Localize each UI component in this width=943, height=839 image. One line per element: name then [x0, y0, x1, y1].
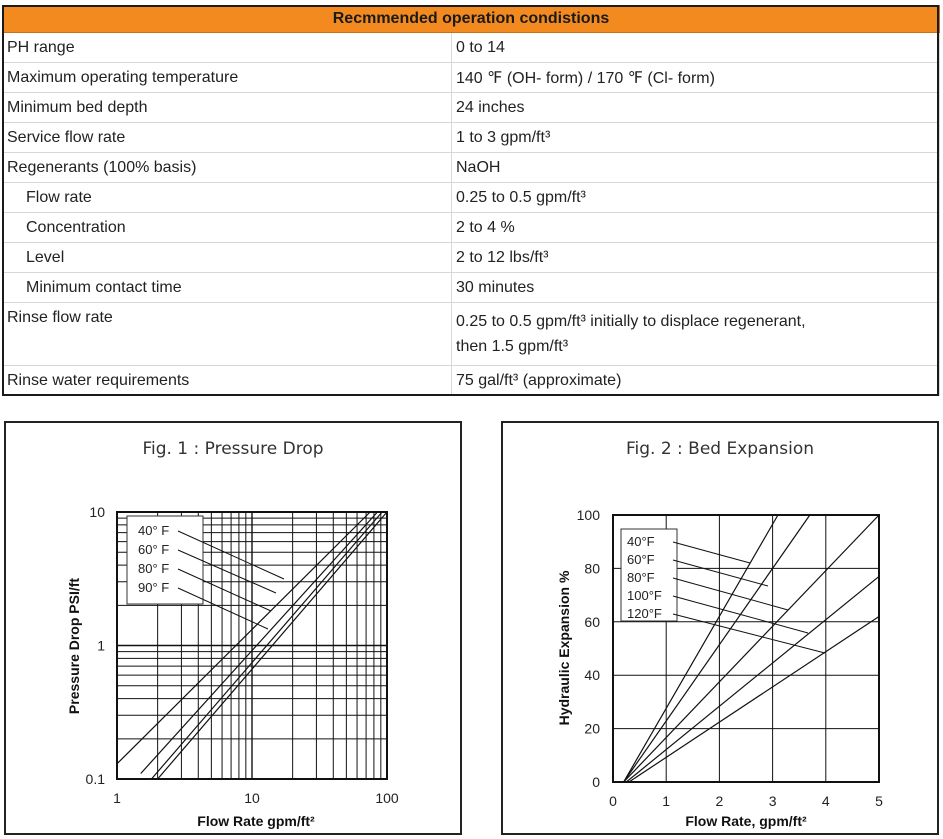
legend-pointer — [673, 578, 788, 610]
table-row — [3, 183, 940, 213]
x-tick-label: 4 — [821, 793, 830, 809]
row-value: 2 to 12 lbs/ft³ — [452, 243, 940, 273]
legend-pointer — [178, 588, 268, 629]
row-value: 30 minutes — [452, 273, 940, 303]
x-axis-label: Flow Rate gpm/ft² — [197, 813, 315, 829]
x-tick-label: 5 — [875, 793, 883, 809]
table-row — [3, 123, 940, 153]
y-tick-label: 80 — [584, 560, 600, 577]
x-tick-label: 2 — [715, 793, 724, 809]
legend-label: 40°F — [627, 534, 655, 549]
table-row — [3, 366, 940, 396]
row-label: Service flow rate — [3, 123, 452, 153]
row-value: 75 gal/ft³ (approximate) — [452, 366, 940, 396]
operation-conditions-table — [2, 5, 940, 396]
row-label: Maximum operating temperature — [3, 63, 452, 93]
figure-title: Fig. 2 : Bed Expansion — [625, 439, 815, 459]
x-tick-label: 0 — [609, 793, 617, 809]
row-value: 2 to 4 % — [452, 213, 940, 243]
table-row — [3, 93, 940, 123]
legend-label: 100°F — [627, 588, 662, 603]
figure-title: Fig. 1 : Pressure Drop — [142, 439, 324, 459]
row-value — [452, 303, 940, 366]
legend-label: 80°F — [627, 570, 655, 585]
row-value-line1: 0.25 to 0.5 gpm/ft³ initially to displace regenerant, — [456, 312, 806, 330]
row-label: Concentration — [3, 213, 452, 243]
y-axis-label: Hydraulic Expansion % — [556, 570, 572, 726]
legend-label: 80° F — [138, 561, 170, 576]
bed-expansion-figure — [501, 421, 939, 835]
row-label: Flow rate — [3, 183, 452, 213]
row-label: Level — [3, 243, 452, 273]
legend-pointer — [673, 542, 750, 563]
row-value: 24 inches — [452, 93, 940, 123]
legend-label: 120°F — [627, 606, 662, 621]
x-tick-label: 100 — [375, 790, 399, 806]
row-label: Minimum contact time — [3, 273, 452, 303]
row-value: NaOH — [452, 153, 940, 183]
y-tick-label: 0.1 — [85, 771, 105, 787]
row-label: Rinse flow rate — [3, 303, 452, 366]
x-tick-label: 10 — [244, 790, 260, 806]
table-header-row — [3, 6, 940, 33]
table-row — [3, 213, 940, 243]
table-header: Recmmended operation condistions — [3, 6, 940, 33]
row-value: 0.25 to 0.5 gpm/ft³ — [452, 183, 940, 213]
legend-pointer — [673, 596, 808, 633]
legend-label: 60°F — [627, 552, 655, 567]
y-tick-label: 0 — [592, 774, 600, 790]
y-axis-label: Pressure Drop PSI/ft — [66, 577, 82, 715]
legend-pointer — [673, 614, 825, 653]
row-value: 0 to 14 — [452, 33, 940, 63]
legend-label: 40° F — [138, 523, 170, 538]
y-tick-label: 20 — [584, 720, 600, 737]
pressure-drop-figure — [4, 421, 462, 835]
row-value-line2: then 1.5 gpm/ft³ — [456, 337, 569, 355]
y-tick-label: 40 — [584, 667, 600, 684]
row-label: PH range — [3, 33, 452, 63]
y-tick-label: 100 — [576, 507, 600, 523]
table-row — [3, 63, 940, 93]
row-value: 140 ℉ (OH- form) / 170 ℉ (Cl- form) — [452, 63, 940, 93]
legend-label: 60° F — [138, 542, 170, 557]
x-tick-label: 1 — [662, 793, 671, 809]
row-value: 1 to 3 gpm/ft³ — [452, 123, 940, 153]
y-tick-label: 10 — [89, 504, 105, 520]
pressure-drop-chart — [6, 423, 460, 833]
y-tick-label: 1 — [97, 637, 105, 654]
x-tick-label: 1 — [113, 790, 121, 806]
row-label: Minimum bed depth — [3, 93, 452, 123]
row-label: Rinse water requirements — [3, 366, 452, 396]
y-tick-label: 60 — [584, 613, 600, 630]
table-row — [3, 243, 940, 273]
legend-label: 90° F — [138, 580, 170, 595]
x-axis-label: Flow Rate, gpm/ft² — [685, 813, 807, 829]
table-row — [3, 273, 940, 303]
table-row — [3, 153, 940, 183]
table-row — [3, 33, 940, 63]
row-label: Regenerants (100% basis) — [3, 153, 452, 183]
x-tick-label: 3 — [768, 793, 777, 809]
bed-expansion-chart — [503, 423, 937, 833]
table-row — [3, 303, 940, 366]
